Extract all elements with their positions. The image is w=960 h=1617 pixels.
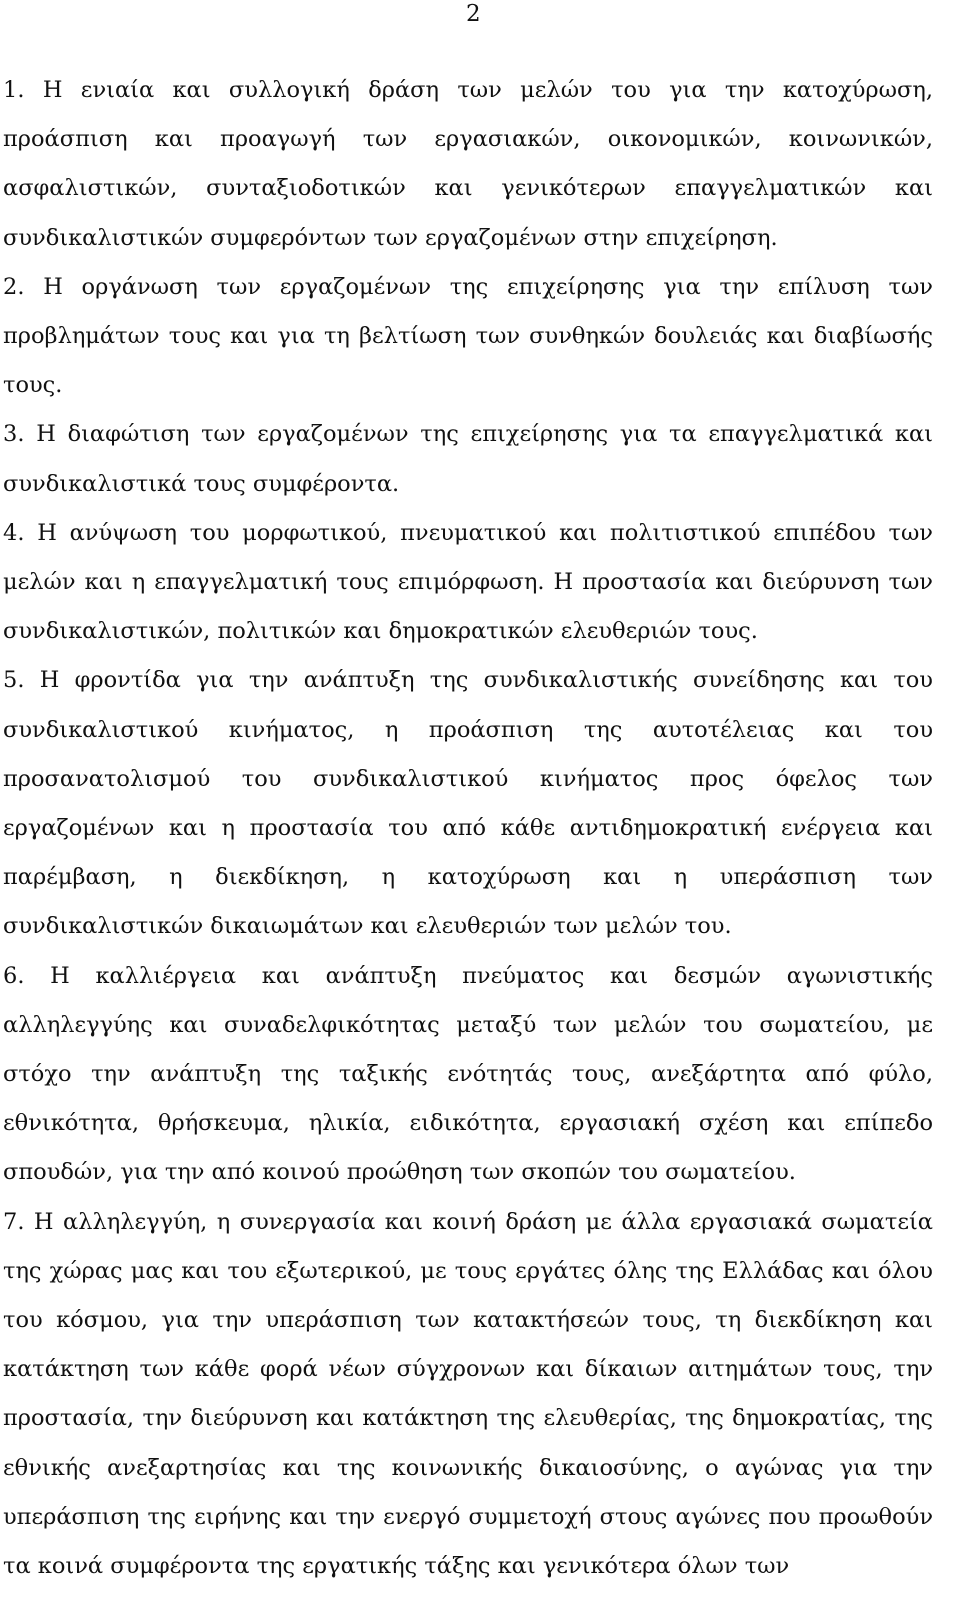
paragraph-1: 1. Η ενιαία και συλλογική δράση των μελών του για την κατοχύρωση, προάσπιση και προαγωγή των εργασιακών, οικονομικών, κοινωνικών, ασφαλιστικών, συνταξιοδοτικών και γενικότερων επαγγελματικών και συνδικαλιστικών συμφερόντων των εργαζομένων στην επιχείρηση. [3,77,933,251]
paragraph-6: 6. Η καλλιέργεια και ανάπτυξη πνεύματος και δεσμών αγωνιστικής αλληλεγγύης και συναδελφικότητας μεταξύ των μελών του σωματείου, με στόχο την ανάπτυξη της ταξικής ενότητάς τους, ανεξάρτητα από φύλο, εθνικότητα, θρήσκευμα, ηλικία, ειδικότητα, εργασιακή σχέση και επίπεδο σπουδών, για την από κοινού προώθηση των σκοπών του σωματείου. [3,962,933,1186]
paragraph-2: 2. Η οργάνωση των εργαζομένων της επιχείρησης για την επίλυση των προβλημάτων τους και για τη βελτίωση των συνθηκών δουλειάς και διαβίωσής τους. [3,273,933,399]
paragraph-4: 4. Η ανύψωση του μορφωτικού, πνευματικού και πολιτιστικού επιπέδου των μελών και η επαγγελματική τους επιμόρφωση. Η προστασία και διεύρυνση των συνδικαλιστικών, πολιτικών και δημοκρατικών ελευθεριών τους. [3,519,933,645]
paragraph-5: 5. Η φροντίδα για την ανάπτυξη της συνδικαλιστικής συνείδησης και του συνδικαλιστικού κινήματος, η προάσπιση της αυτοτέλειας και του προσανατολισμού του συνδικαλιστικού κινήματος προς όφελος των εργαζομένων και η προστασία του από κάθε αντιδημοκρατική ενέργεια και παρέμβαση, η διεκδίκηση, η κατοχύρωση και η υπεράσπιση των συνδικαλιστικών δικαιωμάτων και ελευθεριών των μελών του. [3,667,933,940]
page-number: 2 [466,1,481,27]
paragraph-3: 3. Η διαφώτιση των εργαζομένων της επιχείρησης για τα επαγγελματικά και συνδικαλιστικά τους συμφέροντα. [3,421,933,497]
paragraph-7: 7. Η αλληλεγγύη, η συνεργασία και κοινή δράση με άλλα εργασιακά σωματεία της χώρας μας και του εξωτερικού, με τους εργάτες όλης της Ελλάδας και όλου του κόσμου, για την υπεράσπιση των κατακτήσεών τους, τη διεκδίκηση και κατάκτηση των κάθε φορά νέων σύγχρονων και δίκαιων αιτημάτων τους, την προστασία, την διεύρυνση και κατάκτηση της ελευθερίας, της δημοκρατίας, της εθνικής ανεξαρτησίας και της κοινωνικής δικαιοσύνης, ο αγώνας για την υπεράσπιση της ειρήνης και την ενεργό συμμετοχή στους αγώνες που προωθούν τα κοινά συμφέροντα της εργατικής τάξης και γενικότερα όλων των [3,1208,933,1580]
document-body [3,66,933,1591]
